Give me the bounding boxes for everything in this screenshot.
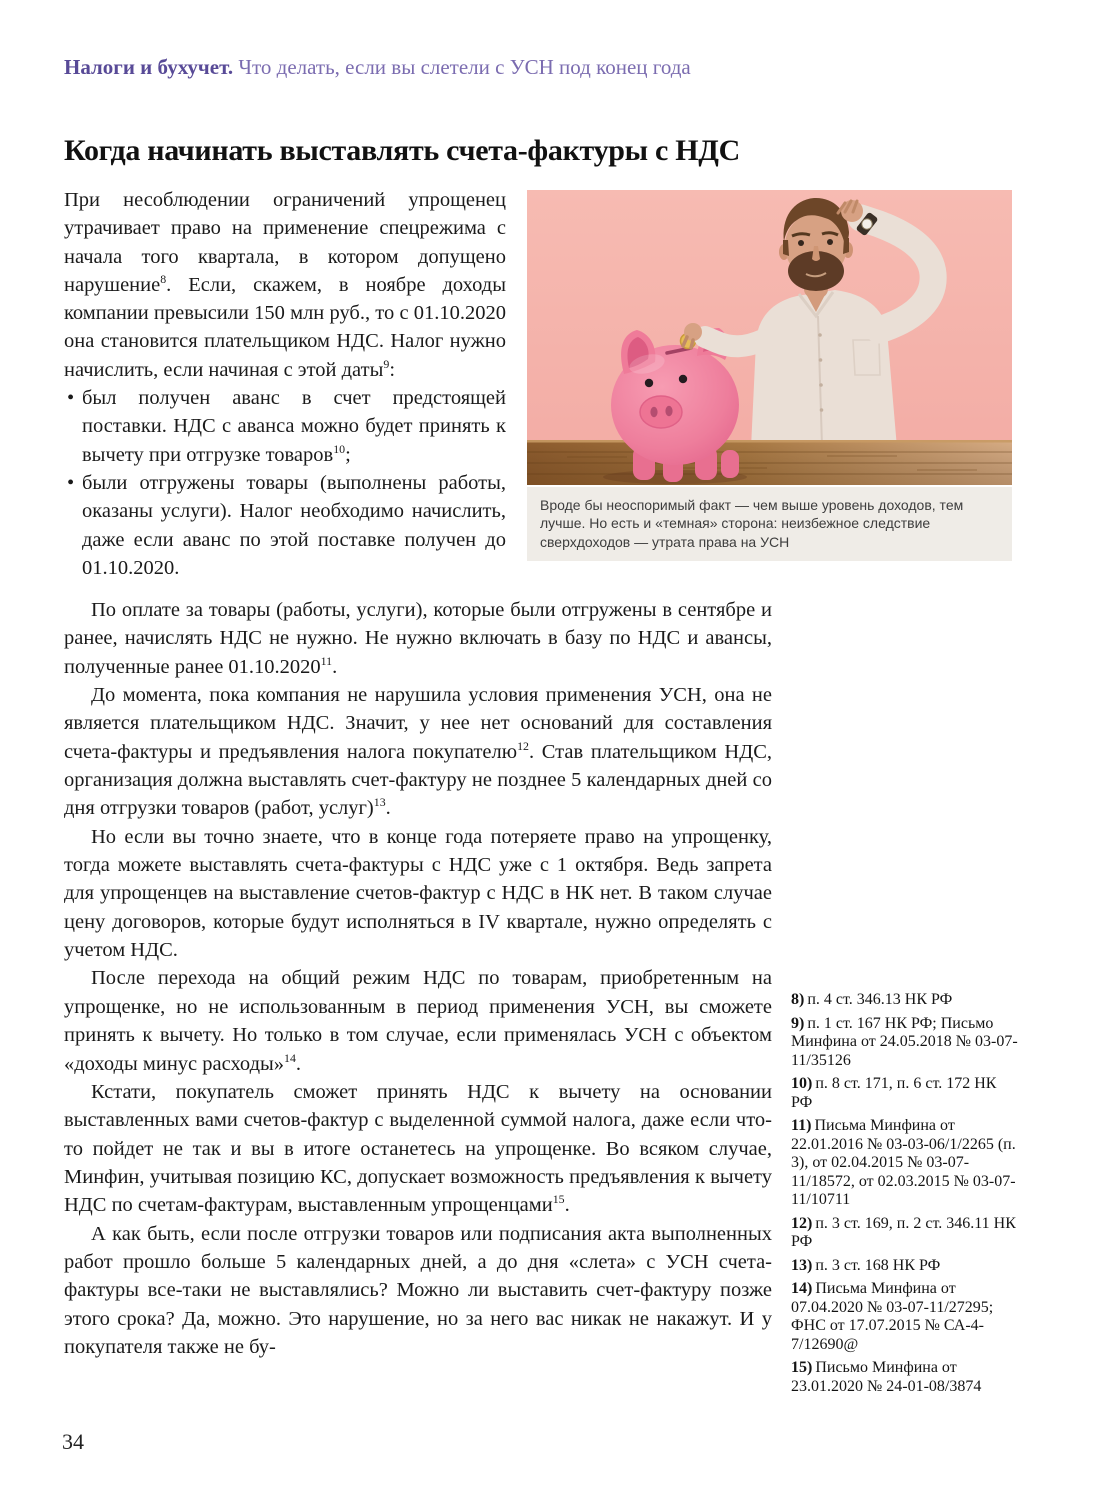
footnote-number: 13) <box>791 1256 813 1274</box>
footnote-10 <box>791 1075 1019 1112</box>
wooden-table <box>527 440 1012 485</box>
footnote-text: Письмо Минфина от 23.01.2020 № 24-01-08/3874 <box>791 1359 982 1395</box>
footnote-text: п. 3 ст. 169, п. 2 ст. 346.11 НК РФ <box>791 1214 1016 1250</box>
lead-paragraph: При несоблюдении ограничений упрощенец утрачивает право на применение спецрежима с начала того квартала, в котором допущено нарушение$^8$. Если, скажем, в ноябре доходы компании превысили 150 млн руб., то с 01.10.2020 она становится плательщиком НДС. Налог нужно начислить, если начиная с этой даты$^9$: <box>64 189 506 381</box>
footnote-text: Письма Минфина от 22.01.2016 № 03-03-06/1/2265 (п. 3), от 02.04.2015 № 03-07-11/18572, от 02.03.2015 № 03-07-11/10711 <box>791 1117 1016 1208</box>
section-heading: Когда начинать выставлять счета-фактуры с НДС <box>64 134 740 167</box>
footnote-14 <box>791 1280 1019 1354</box>
paragraph: По оплате за товары (работы, услуги), которые были отгружены в сентябре и ранее, начислять НДС не нужно. Не нужно включать в базу по НДС и авансы, полученные ранее 01.10.2020$^{11}$. <box>64 599 772 678</box>
footnotes-column <box>791 991 1019 1401</box>
footnote-13 <box>791 1257 1019 1276</box>
footnote-number: 15) <box>791 1359 813 1376</box>
paragraph: До момента, пока компания не нарушила условия применения УСН, она не является плательщиком НДС. Значит, у нее нет оснований для составления счета-фактуры и предъявления налога покупателю$^{12}$. Став плательщиком НДС, организация должна выставлять счет-фактуру не позднее 5 календарных дней со дня отгрузки товаров (работ, услуг)$^{13}$. <box>64 684 772 820</box>
article-title: Что делать, если вы слетели с УСН под конец года <box>238 55 691 79</box>
paragraph: А как быть, если после отгрузки товаров или подписания акта выполненных работ прошло больше 5 календарных дней, а до дня «слета» с УСН счета-фактуры все-таки не выставлялись? Можно ли выставить счет-фактуру позже этого срока? Да, можно. Это нарушение, но за него вас никак не накажут. И у покупателя также не бу- <box>64 1222 772 1358</box>
journal-section-title: Налоги и бухучет. <box>64 55 234 79</box>
footnote-text: п. 4 ст. 346.13 НК РФ <box>807 991 953 1008</box>
page-number: 34 <box>62 1429 84 1454</box>
paragraph: Но если вы точно знаете, что в конце года потеряете право на упрощенку, тогда можете выставлять счета-фактуры с НДС уже с 1 октября. Ведь запрета для упрощенцев на выставление счетов-фактур с НДС в НК нет. В таком случае цену договоров, которые будут исполняться в IV квартале, нужно определять с учетом НДС. <box>64 825 772 962</box>
photo-block <box>527 190 1012 561</box>
bullet-list <box>64 384 506 582</box>
paragraph: Кстати, покупатель сможет принять НДС к вычету на основании выставленных вами счетов-фактур с выделенной суммой налога, даже если что-то пойдет не так и вы в итоге останетесь на упрощенке. Во всяком случае, Минфин, учитывая позицию КС, допускает возможность предъявления к вычету НДС по счетам-фактурам, выставленным упрощенцами$^{15}$. <box>64 1080 772 1217</box>
footnote-15 <box>791 1359 1019 1396</box>
main-text-column <box>64 596 772 1361</box>
running-head <box>64 55 691 80</box>
footnote-8 <box>791 991 1019 1010</box>
footnote-text: п. 1 ст. 167 НК РФ; Письмо Минфина от 24.05.2018 № 03-07-11/35126 <box>791 1014 1018 1069</box>
footnote-12 <box>791 1215 1019 1252</box>
bullet-item: • был получен аванс в счет предстоящей поставки. НДС с аванса можно будет принять к вычету при отгрузке товаров$^{10}$; <box>64 384 506 469</box>
footnote-number: 12) <box>791 1214 813 1232</box>
footnote-11 <box>791 1117 1019 1210</box>
footnote-9 <box>791 1015 1019 1071</box>
paragraph: После перехода на общий режим НДС по товарам, приобретенным на упрощенке, но не использованным в период применения УСН, вы сможете принять к вычету. Но только в том случае, если применялась УСН с объектом «доходы минус расходы»$^{14}$. <box>64 967 772 1075</box>
bullet-item: • были отгружены товары (выполнены работы, оказаны услуги). Налог необходимо начислить, даже если аванс по этой поставке получен до 01.10.2020. <box>64 469 506 582</box>
footnote-text: п. 8 ст. 171, п. 6 ст. 172 НК РФ <box>791 1075 997 1111</box>
footnote-text: п. 3 ст. 168 НК РФ <box>815 1256 941 1274</box>
footnote-number: 8) <box>791 991 805 1008</box>
photo-caption: Вроде бы неоспоримый факт — чем выше уровень доходов, тем лучше. Но есть и «темная» сторона: неизбежное следствие сверхдоходов — утрата права на УСН <box>527 487 1012 561</box>
photo-man-piggy-bank <box>527 190 1012 485</box>
footnote-text: Письма Минфина от 07.04.2020 № 03-07-11/27295; ФНС от 17.07.2015 № СА-4-7/12690@ <box>791 1280 994 1353</box>
footnote-number: 9) <box>791 1014 805 1032</box>
footnote-number: 14) <box>791 1280 813 1297</box>
footnote-number: 10) <box>791 1075 813 1092</box>
footnote-number: 11) <box>791 1117 812 1134</box>
narrow-text-column <box>64 186 506 582</box>
